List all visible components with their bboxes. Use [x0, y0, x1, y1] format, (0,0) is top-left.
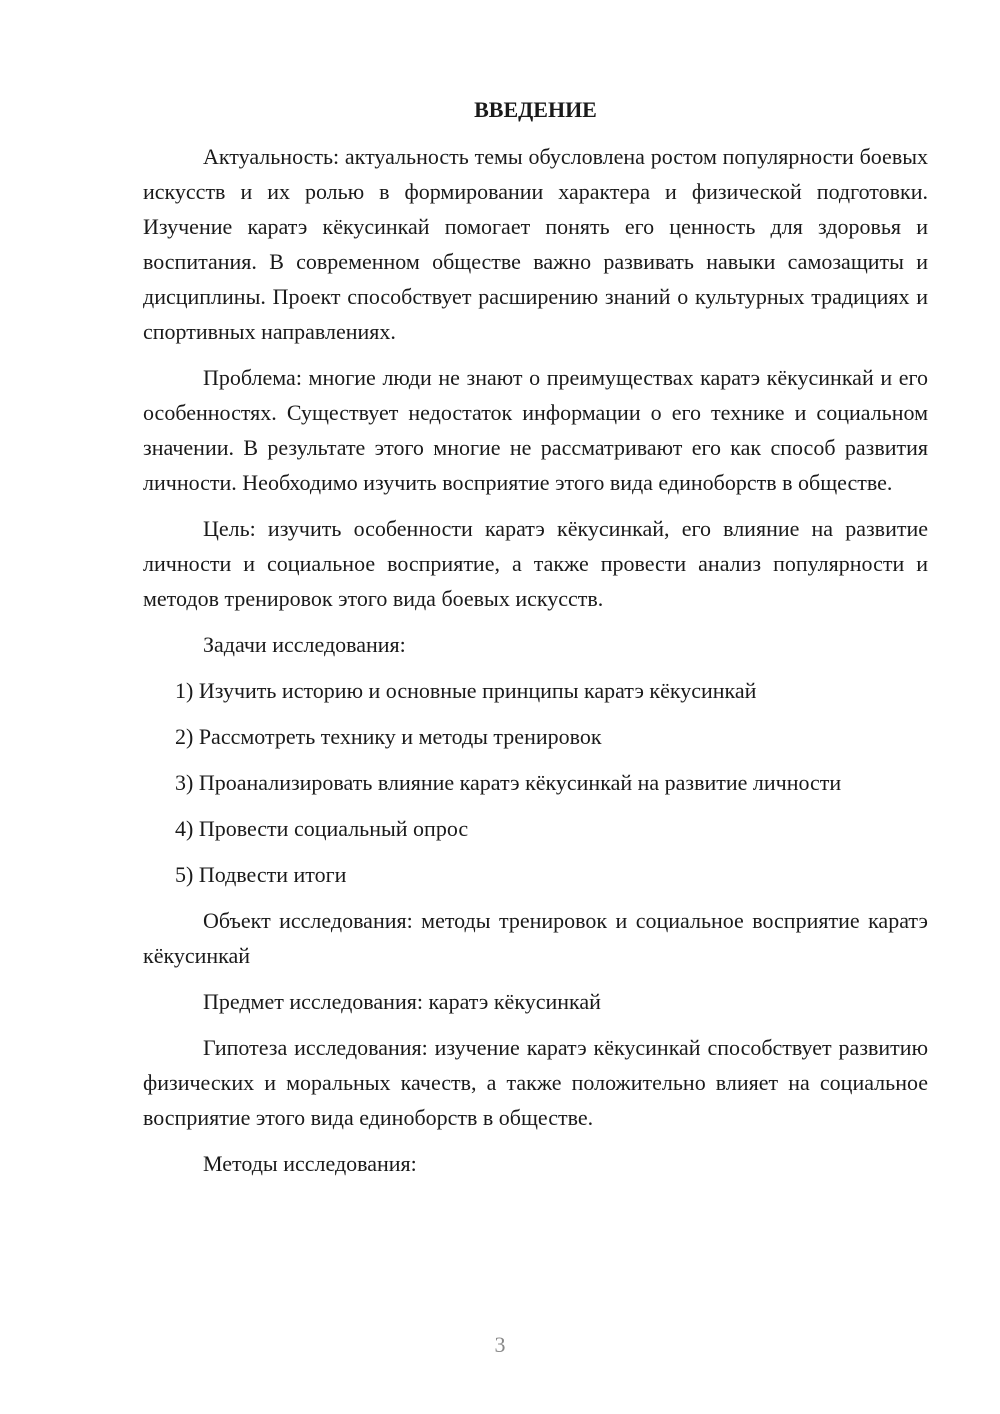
- section-title: ВВЕДЕНИЕ: [474, 97, 597, 122]
- paragraph-relevance: Актуальность: актуальность темы обусловлена ростом популярности боевых искусств и их ролью в формировании характера и физической подготовки. Изучение каратэ кёкусинкай помогает понять его ценность для здоровья и воспитания. В современном обществе важно развивать навыки самозащиты и дисциплины. Проект способствует расширению знаний о культурных традициях и спортивных направлениях.: [143, 144, 928, 344]
- task-item-1: 1) Изучить историю и основные принципы каратэ кёкусинкай: [175, 678, 757, 703]
- paragraph-methods: Методы исследования:: [203, 1151, 417, 1176]
- paragraph-subject: Предмет исследования: каратэ кёкусинкай: [203, 989, 601, 1014]
- page-content: [143, 92, 928, 1192]
- page-number: 3: [494, 1332, 506, 1357]
- task-item-5: 5) Подвести итоги: [175, 862, 347, 887]
- paragraph-goal: Цель: изучить особенности каратэ кёкусинкай, его влияние на развитие личности и социальное восприятие, а также провести анализ популярности и методов тренировок этого вида боевых искусств.: [143, 516, 928, 611]
- paragraph-hypothesis: Гипотеза исследования: изучение каратэ кёкусинкай способствует развитию физических и моральных качеств, а также положительно влияет на социальное восприятие этого вида единоборств в обществе.: [143, 1035, 928, 1130]
- task-item-4: 4) Провести социальный опрос: [175, 816, 469, 841]
- paragraph-object: Объект исследования: методы тренировок и социальное восприятие каратэ кёкусинкай: [143, 908, 928, 968]
- paragraph-tasks-heading: Задачи исследования:: [203, 632, 406, 657]
- task-item-3: 3) Проанализировать влияние каратэ кёкусинкай на развитие личности: [175, 770, 842, 795]
- paragraph-problem: Проблема: многие люди не знают о преимуществах каратэ кёкусинкай и его особенностях. Существует недостаток информации о его технике и социальном значении. В результате этого многие не рассматривают его как способ развития личности. Необходимо изучить восприятие этого вида единоборств в обществе.: [143, 365, 928, 495]
- task-item-2: 2) Рассмотреть технику и методы тренировок: [175, 724, 602, 749]
